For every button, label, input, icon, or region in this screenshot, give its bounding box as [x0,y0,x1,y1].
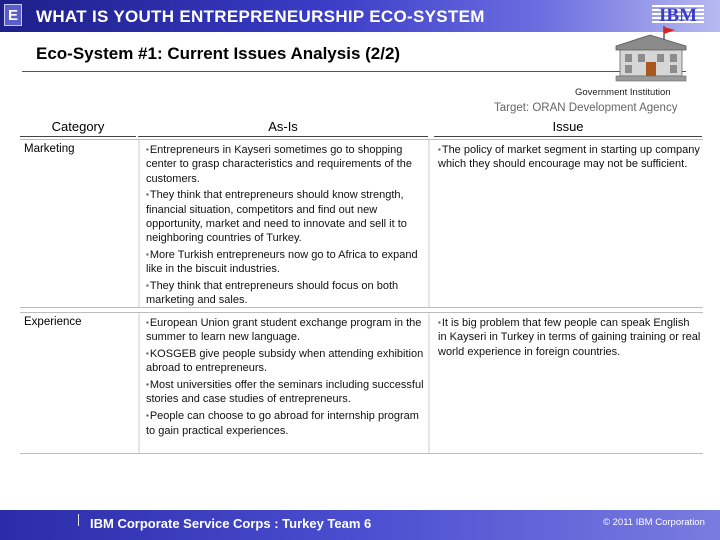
copyright: © 2011 IBM Corporation [603,517,705,528]
as-is-list [146,316,426,440]
table-row [20,312,703,454]
list-item: ▪ The policy of market segment in starting up company which they should encourage may not be sufficient. [438,143,701,172]
title-divider [22,71,686,72]
list-item: ▪ Entrepreneurs in Kayseri sometimes go to shopping center to grasp characteristics and requirements of the customers. [146,143,426,186]
ibm-logo-text: IBM [659,5,697,26]
target-label: Target: ORAN Development Agency [494,102,678,114]
top-banner [0,0,720,32]
footer-bar [0,510,720,540]
as-is-cell [138,140,430,307]
page-title: Eco-System #1: Current Issues Analysis (2/2) [36,44,401,63]
government-building-icon [614,24,688,86]
header-issue: Issue [434,117,702,137]
issue-list [438,316,701,361]
as-is-cell [138,313,430,453]
flag-icon [664,27,675,34]
category-label: Marketing [24,143,75,155]
list-item: ▪ People can choose to go abroad for internship program to gain practical experiences. [146,409,426,438]
header-category: Category [20,117,136,137]
list-item: ▪ More Turkish entrepreneurs now go to Africa to expand like in the biscuit industries. [146,248,426,277]
issue-cell [432,313,703,453]
list-item: ▪ They think that entrepreneurs should focus on both marketing and sales. [146,279,426,308]
header-as-is: As-Is [138,117,428,137]
table-header [20,115,703,139]
list-item: ▪ KOSGEB give people subsidy when attending exhibition abroad to entrepreneurs. [146,347,426,376]
list-item: ▪ European Union grant student exchange program in the summer to learn new language. [146,316,426,345]
institution-label: Government Institution [575,87,671,98]
list-item: ▪ It is big problem that few people can speak English in Kayseri in Turkey in terms of gaining training or real world experience in foreign countries. [438,316,701,359]
section-badge: E [4,4,22,26]
footer-divider [78,514,79,526]
as-is-list [146,143,426,310]
category-cell [20,313,136,453]
category-label: Experience [24,316,82,328]
header-title: WHAT IS YOUTH ENTREPRENEURSHIP ECO-SYSTEM [36,7,485,26]
issues-table [20,115,703,437]
list-item: ▪ Most universities offer the seminars including successful stories and case studies of entrepreneurs. [146,378,426,407]
list-item: ▪ They think that entrepreneurs should know strength, financial situation, competitors and find out new opportunity, market and need to innovate and sell it to neighboring countries of Turkey. [146,188,426,245]
issue-cell [432,140,703,307]
table-row [20,139,703,308]
category-cell [20,140,136,307]
issue-list [438,143,701,174]
ibm-logo [652,4,704,26]
footer-team-label: IBM Corporate Service Corps : Turkey Team 6 [90,516,372,531]
